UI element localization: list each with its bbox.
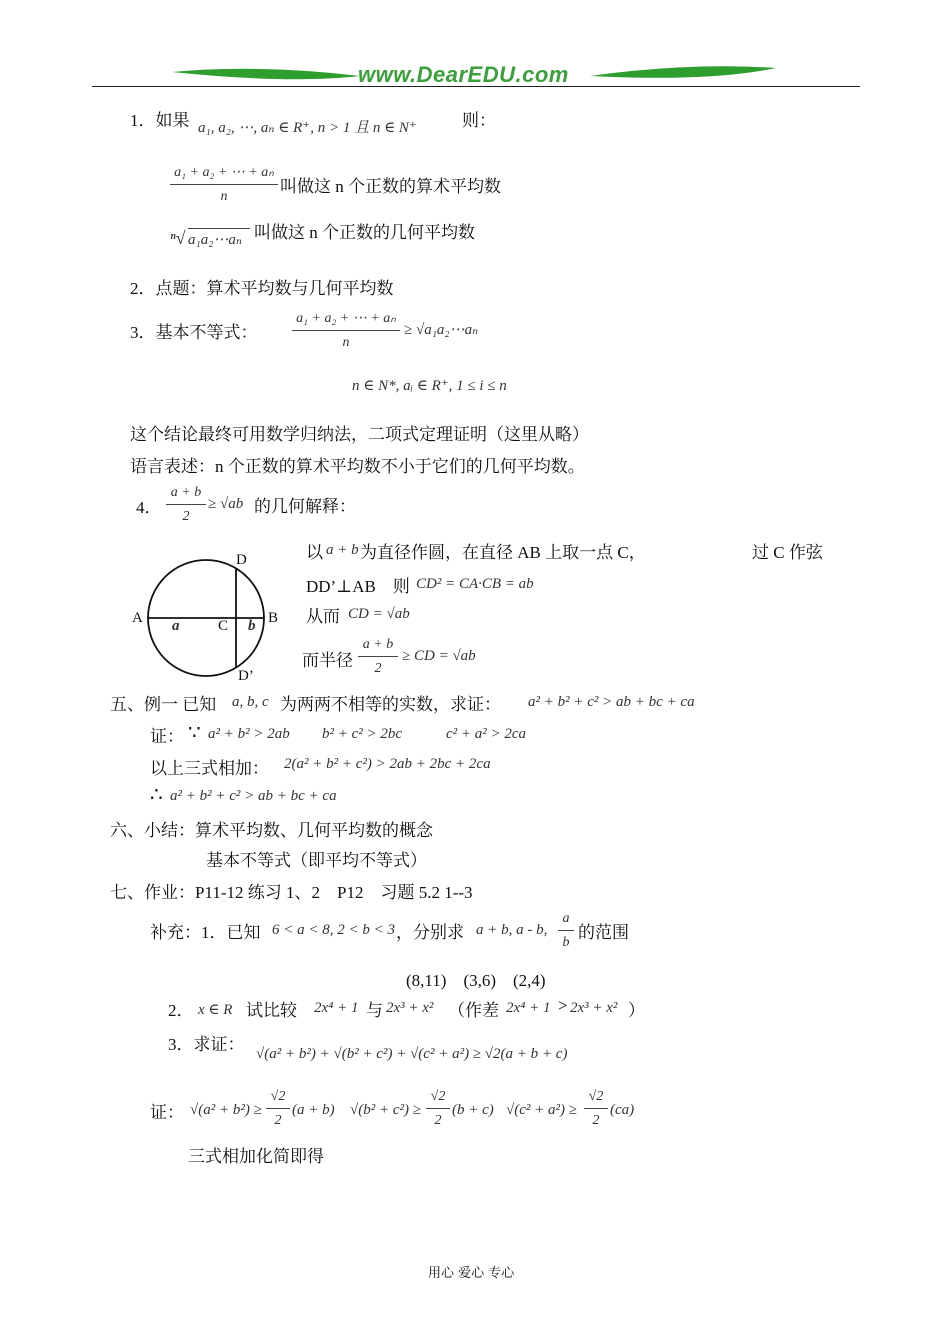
geometry-line4a: 而半径 (302, 651, 353, 670)
basic-inequality-fraction: a₁ + a₂ + ⋯ + aₙ n (292, 310, 400, 352)
gm-expression: a₁a₂⋯aₙ (188, 228, 250, 249)
proof3-fraction: √2 2 (584, 1088, 608, 1130)
final-line: 三式相加化简即得 (188, 1147, 324, 1166)
header-rule (92, 86, 860, 87)
sup1-answer: (8,11) (3,6) (2,4) (406, 971, 546, 990)
summary-line2: 基本不等式（即平均不等式） (206, 851, 427, 870)
sup2-label: 2． (168, 1001, 194, 1020)
proof3-rhs: (ca) (610, 1102, 635, 1118)
footer-text: 用心 爱心 专心 (428, 1266, 515, 1281)
sup2-condition: x ∈ R (198, 1002, 233, 1018)
sup2-diff2: 2x³ + x² (570, 1000, 618, 1016)
sup2-and: 与 (366, 1001, 383, 1020)
geometry-line2a: DD’⊥AB 则 (306, 577, 410, 596)
label-d-prime-point: D’ (238, 668, 254, 684)
conclusion: a² + b² + c² > ab + bc + ca (170, 788, 337, 804)
sup1-label: 补充：1．已知 (150, 923, 261, 942)
geometry-line3a: 从而 (306, 607, 340, 626)
geometry-line1a: 以 (306, 543, 323, 562)
sup2-paren-close: ） (628, 1001, 645, 1020)
sup2-mid: 试比较 (246, 1001, 297, 1020)
sup2-diff1: 2x⁴ + 1 (506, 1000, 551, 1016)
label-c-point: C (218, 618, 229, 634)
homework-line: 七、作业：P11-12 练习 1、2 P12 习题 5.2 1--3 (110, 883, 473, 902)
geometry-line1d: 过 C 作弦 (752, 543, 823, 562)
add-label: 以上三式相加： (150, 759, 269, 778)
basic-inequality-condition: n ∈ N*, aᵢ ∈ R⁺, 1 ≤ i ≤ n (352, 378, 507, 394)
item4-text: 的几何解释： (254, 497, 356, 516)
item3-label: 3．基本不等式： (130, 323, 258, 342)
proof1-lhs: √(a² + b²) ≥ (190, 1102, 262, 1118)
example-mid: 为两两不相等的实数，求证： (280, 695, 501, 714)
geometry-line3b: CD = √ab (348, 606, 410, 622)
sup3-expression: √(a² + b²) + √(b² + c²) + √(c² + a²) ≥ √2(a + b + c) (256, 1046, 568, 1062)
basic-inequality-rhs: ≥ √a₁a₂⋯aₙ (404, 322, 479, 338)
sup1-mid: ，分别求 (396, 923, 464, 942)
radius-fraction: a + b 2 (358, 636, 398, 678)
label-b-point: B (268, 610, 279, 626)
sup3-proof-label: 证： (150, 1103, 184, 1122)
proof-note: 这个结论最终可用数学归纳法，二项式定理证明（这里从略） (130, 425, 589, 444)
label-segment-a: a (172, 618, 180, 634)
example-goal: a² + b² + c² > ab + bc + ca (528, 694, 695, 710)
add-expression: 2(a² + b² + c²) > 2ab + 2bc + 2ca (284, 756, 491, 772)
proof3-lhs: √(c² + a²) ≥ (506, 1102, 577, 1118)
am-fraction: a₁ + a₂ + ⋯ + aₙ n (170, 164, 278, 206)
geometry-line4b: ≥ CD = √ab (402, 648, 476, 664)
proof1-rhs: (a + b) (292, 1102, 335, 1118)
geometry-line2b: CD² = CA·CB = ab (416, 576, 534, 592)
gm-root-sign: ⁿ√ (170, 228, 186, 248)
item4-label: 4． (136, 498, 162, 517)
label-segment-b: b (248, 618, 256, 634)
sup3-label: 3．求证： (168, 1035, 245, 1054)
am-definition: 叫做这 n 个正数的算术平均数 (280, 177, 501, 196)
item1-condition: a₁, a₂, ⋯, aₙ ∈ R⁺, n > 1 且 n ∈ N⁺ (198, 120, 417, 136)
step2: b² + c² > 2bc (322, 726, 403, 742)
proof2-rhs: (b + c) (452, 1102, 494, 1118)
sup1-expressions: a + b, a - b, (476, 922, 548, 938)
sup2-expr1: 2x⁴ + 1 (314, 1000, 359, 1016)
sup1-fraction: a b (558, 910, 574, 952)
site-name: www.DearEDU.com (358, 62, 569, 87)
because-symbol: ∵ (188, 722, 201, 744)
item4-fraction: a + b 2 (166, 484, 206, 526)
circle-diagram (128, 548, 288, 688)
sup2-expr2: 2x³ + x² (386, 1000, 434, 1016)
sup1-end: 的范围 (578, 923, 629, 942)
label-d-point: D (236, 552, 247, 568)
item4-rhs: ≥ √ab (208, 496, 244, 512)
step3: c² + a² > 2ca (446, 726, 527, 742)
gm-definition: 叫做这 n 个正数的几何平均数 (254, 223, 475, 242)
proof2-fraction: √2 2 (426, 1088, 450, 1130)
label-a-point: A (132, 610, 143, 626)
example-proof-label: 证： (150, 727, 184, 746)
summary-line1: 六、小结：算术平均数、几何平均数的概念 (110, 821, 433, 840)
proof1-fraction: √2 2 (266, 1088, 290, 1130)
proof2-lhs: √(b² + c²) ≥ (350, 1102, 421, 1118)
geometry-line1b: a + b (326, 542, 359, 558)
sup2-gt: > (558, 996, 568, 1015)
language-statement: 语言表述：n 个正数的算术平均数不小于它们的几何平均数。 (130, 457, 585, 476)
step1: a² + b² > 2ab (208, 726, 290, 742)
item2-topic: 2．点题：算术平均数与几何平均数 (130, 279, 394, 298)
sup2-paren-open: （作差 (448, 1001, 499, 1020)
item1-suffix: 则： (462, 111, 496, 130)
therefore-symbol: ∴ (150, 784, 163, 806)
sup1-condition: 6 < a < 8, 2 < b < 3 (272, 922, 395, 938)
example-vars: a, b, c (232, 694, 269, 710)
geometry-line1c: 为直径作圆，在直径 AB 上取一点 C， (360, 543, 646, 562)
item1-prefix: 1．如果 (130, 111, 190, 130)
example-intro: 五、例一 已知 (110, 695, 217, 714)
